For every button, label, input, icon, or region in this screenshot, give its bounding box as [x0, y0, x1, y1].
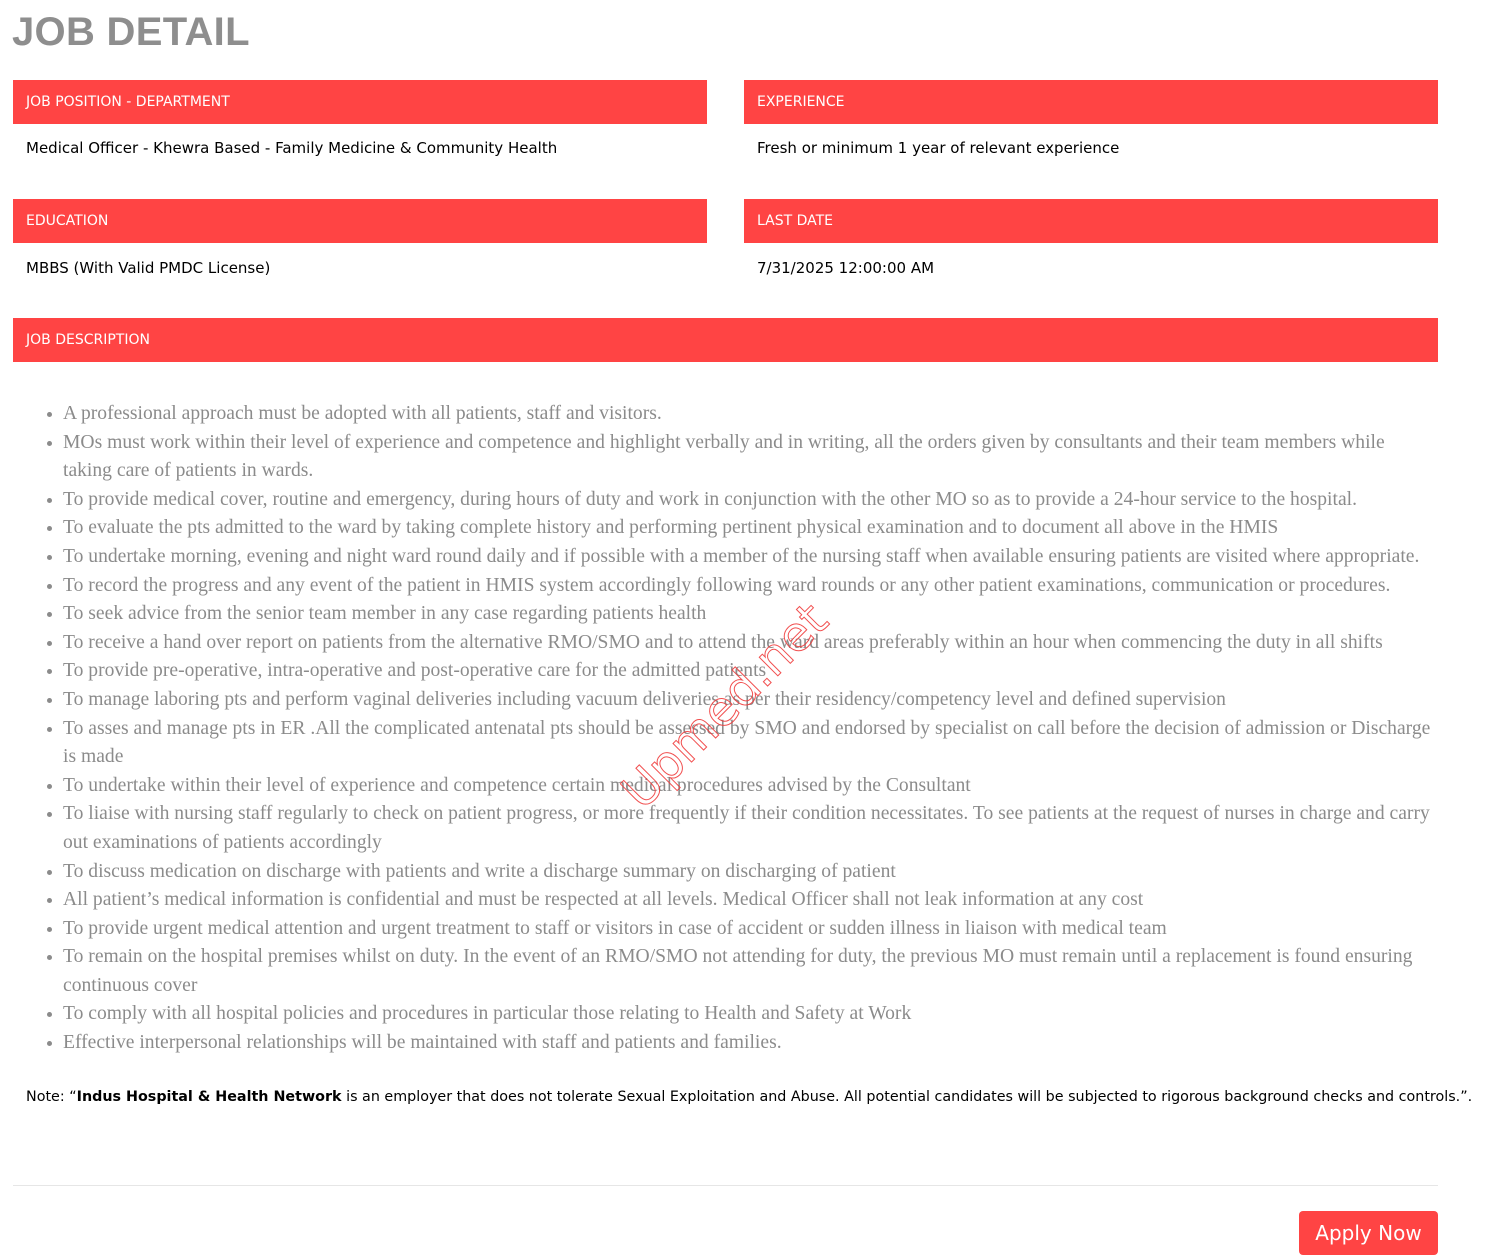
divider: [13, 1185, 1438, 1186]
list-item: A professional approach must be adopted with all patients, staff and visitors.: [63, 400, 1438, 429]
watermark: Upmed.net: [611, 592, 839, 820]
list-item: To asses and manage pts in ER .All the complicated antenatal pts should be assessed by SMO and endorsed by specialist on call before the decision of admission or Discharge is made: [63, 715, 1438, 772]
note-text: is an employer that does not tolerate Sexual Exploitation and Abuse. All potential candidates will be subjected to rigorous background checks and controls.”.: [341, 1089, 1473, 1105]
employer-note: [26, 1087, 1472, 1107]
last-date-value: 7/31/2025 12:00:00 AM: [757, 259, 935, 277]
job-description-header: JOB DESCRIPTION: [13, 318, 1438, 362]
education-header: EDUCATION: [13, 199, 707, 243]
job-position-header: JOB POSITION - DEPARTMENT: [13, 80, 707, 124]
list-item: To seek advice from the senior team member in any case regarding patients health: [63, 600, 1438, 629]
list-item: All patient’s medical information is confidential and must be respected at all levels. Medical Officer shall not leak information at any cost: [63, 886, 1438, 915]
note-organization: Indus Hospital & Health Network: [76, 1089, 342, 1105]
experience-value: Fresh or minimum 1 year of relevant experience: [757, 139, 1120, 157]
list-item: Effective interpersonal relationships will be maintained with staff and patients and families.: [63, 1029, 1438, 1058]
experience-header: EXPERIENCE: [744, 80, 1438, 124]
list-item: To undertake within their level of experience and competence certain medical procedures advised by the Consultant: [63, 772, 1438, 801]
list-item: MOs must work within their level of experience and competence and highlight verbally and in writing, all the orders given by consultants and their team members while taking care of patients in wards.: [63, 429, 1438, 486]
list-item: To manage laboring pts and perform vaginal deliveries including vacuum deliveries as per their residency/competency level and defined supervision: [63, 686, 1438, 715]
apply-now-button[interactable]: Apply Now: [1299, 1211, 1438, 1255]
page-title: JOB DETAIL: [12, 10, 250, 54]
list-item: To remain on the hospital premises whilst on duty. In the event of an RMO/SMO not attending for duty, the previous MO must remain until a replacement is found ensuring continuous cover: [63, 943, 1438, 1000]
note-prefix: Note: “: [26, 1089, 77, 1105]
education-value: MBBS (With Valid PMDC License): [26, 259, 271, 277]
list-item: To provide urgent medical attention and urgent treatment to staff or visitors in case of accident or sudden illness in liaison with medical team: [63, 915, 1438, 944]
job-position-value: Medical Officer - Khewra Based - Family Medicine & Community Health: [26, 139, 558, 157]
list-item: To comply with all hospital policies and procedures in particular those relating to Health and Safety at Work: [63, 1000, 1438, 1029]
list-item: To provide medical cover, routine and emergency, during hours of duty and work in conjunction with the other MO so as to provide a 24-hour service to the hospital.: [63, 486, 1438, 515]
list-item: To provide pre-operative, intra-operative and post-operative care for the admitted patients: [63, 657, 1438, 686]
list-item: To liaise with nursing staff regularly to check on patient progress, or more frequently if their condition necessitates. To see patients at the request of nurses in charge and carry out examinations of patients accordingly: [63, 800, 1438, 857]
job-description-list: [13, 400, 1438, 1058]
list-item: To undertake morning, evening and night ward round daily and if possible with a member of the nursing staff when available ensuring patients are visited where appropriate.: [63, 543, 1438, 572]
list-item: To record the progress and any event of the patient in HMIS system accordingly following ward rounds or any other patient examinations, communication or procedures.: [63, 572, 1438, 601]
list-item: To evaluate the pts admitted to the ward by taking complete history and performing pertinent physical examination and to document all above in the HMIS: [63, 514, 1438, 543]
last-date-header: LAST DATE: [744, 199, 1438, 243]
list-item: To receive a hand over report on patients from the alternative RMO/SMO and to attend the ward areas preferably within an hour when commencing the duty in all shifts: [63, 629, 1438, 658]
list-item: To discuss medication on discharge with patients and write a discharge summary on discharging of patient: [63, 858, 1438, 887]
